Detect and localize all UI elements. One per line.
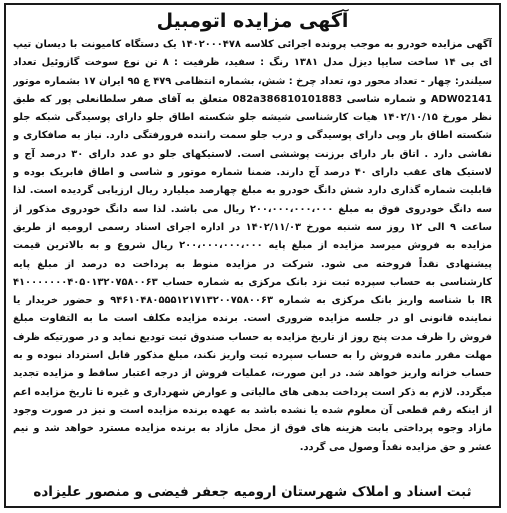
notice-title: آگهی مزایده اتومبیل (156, 10, 349, 32)
notice-body-text: آگهی مزایده خودرو به موجب پرونده اجرائی کلاسه ۱۴۰۲۰۰۰۴۷۸ یک دستگاه کامیونت با دیسان تیپ ای بی ۱۴ ساخت سایپا دیزل مدل ۱۳۸۱ رنگ : سفید، ظرفیت : ۸ تن نوع سوخت گازوئیل تعداد سیلندر: چهار - تعداد محور دو، تعداد چرخ : شش، بشماره انتظامی ۴۷۹ ع ۹۵ ایران ۱۷ بشماره موتور ADW02141 و شماره شاسی 082a386810101883 متعلق به آقای صفر سلطانعلی پور که طبق نظر مورخ ۱۴۰۲/۱۰/۱۵ هیات کارشناسی شیشه جلو شکسته اطاق جلو دارای پوسیدگی شبکه جلو شکسته اطاق بار وپی دارای پوسیدگی و درب جلو سمت راننده فرورفتگی دارد. نیاز به صافکاری و نقاشی دارد . اتاق بار دارای برزنت پوششی است. لاستیکهای جلو دو عدد دارای ۳۰ درصد آج و لاستیک های عقب دارای ۴۰ درصد آج دارند. ضمنا شماره موتور و شاسی و اطاق فابریک بوده و قابلیت شماره گذاری دارد شش دانگ خودرو به مبلغ چهارصد میلیارد ریال ارزیابی گردیده است. لذا سه دانگ خودروی فوق به مبلغ ۲۰۰،۰۰۰،۰۰۰،۰۰۰ ریال می باشد. لذا سه دانگ خودروی مذکور از ساعت ۹ الی ۱۲ روز سه شنبه مورخ ۱۴۰۲/۱۱/۰۳ در اداره اجرای اسناد رسمی ارومیه از طریق مزایده به فروش میرسد مزایده از مبلغ پایه ۲۰۰،۰۰۰،۰۰۰،۰۰۰ ریال شروع و به بالاترین قیمت پیشنهادی نقداً فروخته می شود. شرکت در مزایده منوط به پرداخت ده درصد از مبلغ پایه کارشناسی به حساب سپرده ثبت نزد بانک مرکزی به شماره حساب ۴۱۰۰۰۰۰۰۰۴۰۵۰۱۳۲۰۷۵۸۰۰۶۳ IR با شناسه واریز بانک مرکزی به شماره ۹۴۶۱۰۴۸۰۵۵۵۱۲۱۷۱۳۲۰۰۷۵۸۰۰۶۳ و حضور خریدار یا نماینده قانونی او در جلسه مزایده ضروری است. برنده مزایده مکلف است ما به التفاوت مبلغ فروش را ظرف مدت پنج روز از تاریخ مزایده به حساب صندوق ثبت تودیع نماید و در صورتیکه ظرف مهلت مقرر مانده فروش را به حساب سپرده ثبت واریز نکند، مبلغ مذکور قابل استرداد نبوده و به حساب خزانه واریز خواهد شد. در این صورت، عملیات فروش از درجه اعتبار ساقط و مزایده تجدید میگردد. لازم به ذکر است پرداخت بدهی های مالیاتی و عوارض شهرداری و غیره تا تاریخ مزایده اعم از اینکه رقم قطعی آن معلوم شده یا نشده باشد به عهده برنده مزایده است و نیز در صورت وجود مازاد وجوه پرداختی بابت هزینه های فوق از محل مازاد به برنده مزایده مسترد خواهد شد و نیم عشر و حق مزایده نقداً وصول می گردد. (13, 39, 492, 453)
auction-notice (4, 3, 501, 508)
notice-body (13, 36, 492, 480)
notice-signature: ثبت اسناد و املاک شهرستان ارومیه جعفر فیضی و منصور علیزاده (33, 484, 472, 500)
